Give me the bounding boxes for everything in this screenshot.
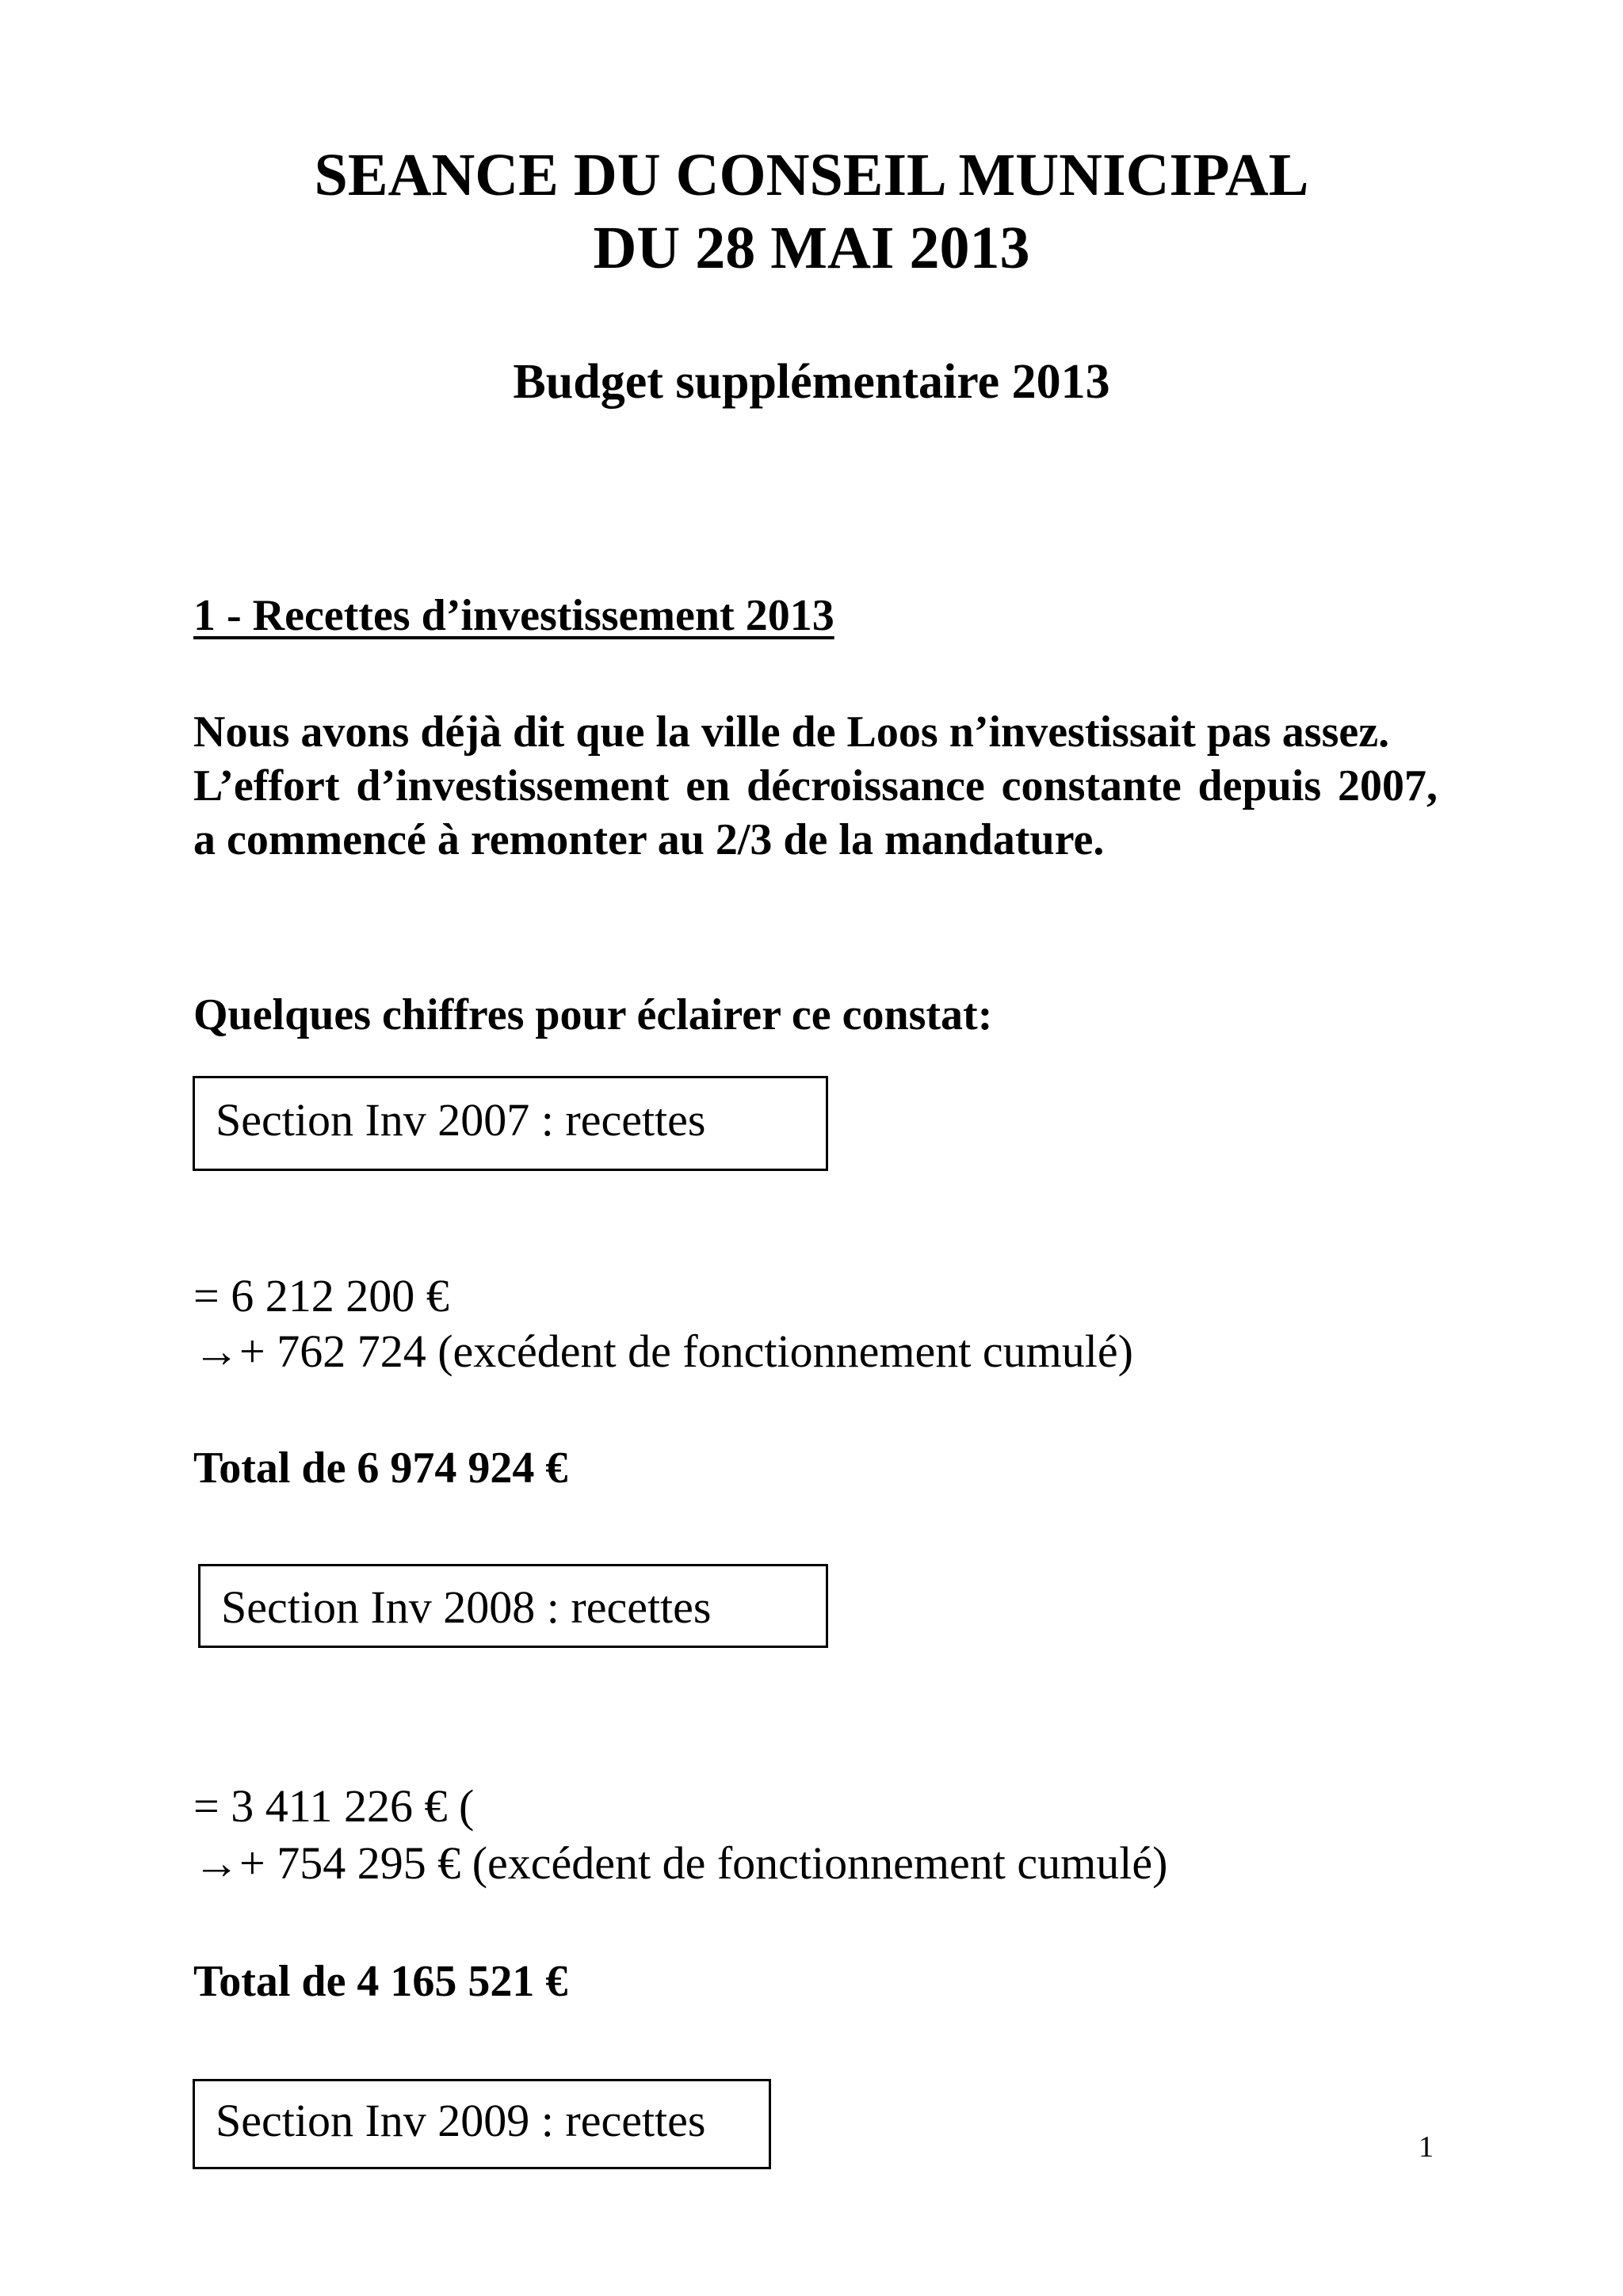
total-2008: Total de 4 165 521 € <box>193 1957 568 2006</box>
amount-2007: = 6 212 200 € <box>193 1270 449 1322</box>
page-subtitle: Budget supplémentaire 2013 <box>513 355 1110 409</box>
intro-paragraph <box>193 705 1438 867</box>
section-inv-2009-label: Section Inv 2009 : recettes <box>216 2095 706 2146</box>
section-inv-2008-box <box>198 1564 828 1648</box>
amount-2008: = 3 411 226 € ( <box>193 1780 475 1832</box>
page-title-line-1: SEANCE DU CONSEIL MUNICIPAL <box>314 142 1309 208</box>
intro-sentence-1: Nous avons déjà dit que la ville de Loos n’investissait pas assez. <box>193 707 1390 757</box>
section-inv-2009-box <box>193 2079 771 2169</box>
surplus-2008: →+ 754 295 € (excédent de fonctionnement cumulé) <box>193 1837 1168 1889</box>
lead-text: Quelques chiffres pour éclairer ce constat: <box>193 990 993 1039</box>
intro-sentence-2: L’effort d’investissement en décroissance constante depuis 2007, a commencé à remonter au 2/3 de la mandature. <box>193 761 1438 864</box>
total-2007: Total de 6 974 924 € <box>193 1444 568 1493</box>
section-inv-2007-box <box>193 1076 828 1171</box>
section-heading: 1 - Recettes d’investissement 2013 <box>193 591 834 640</box>
page-title-line-2: DU 28 MAI 2013 <box>593 215 1030 281</box>
surplus-2007: →+ 762 724 (excédent de fonctionnement cumulé) <box>193 1325 1133 1377</box>
section-inv-2007-label: Section Inv 2007 : recettes <box>216 1094 706 1146</box>
page-number: 1 <box>1419 2130 1434 2164</box>
section-inv-2008-label: Section Inv 2008 : recettes <box>221 1581 712 1633</box>
